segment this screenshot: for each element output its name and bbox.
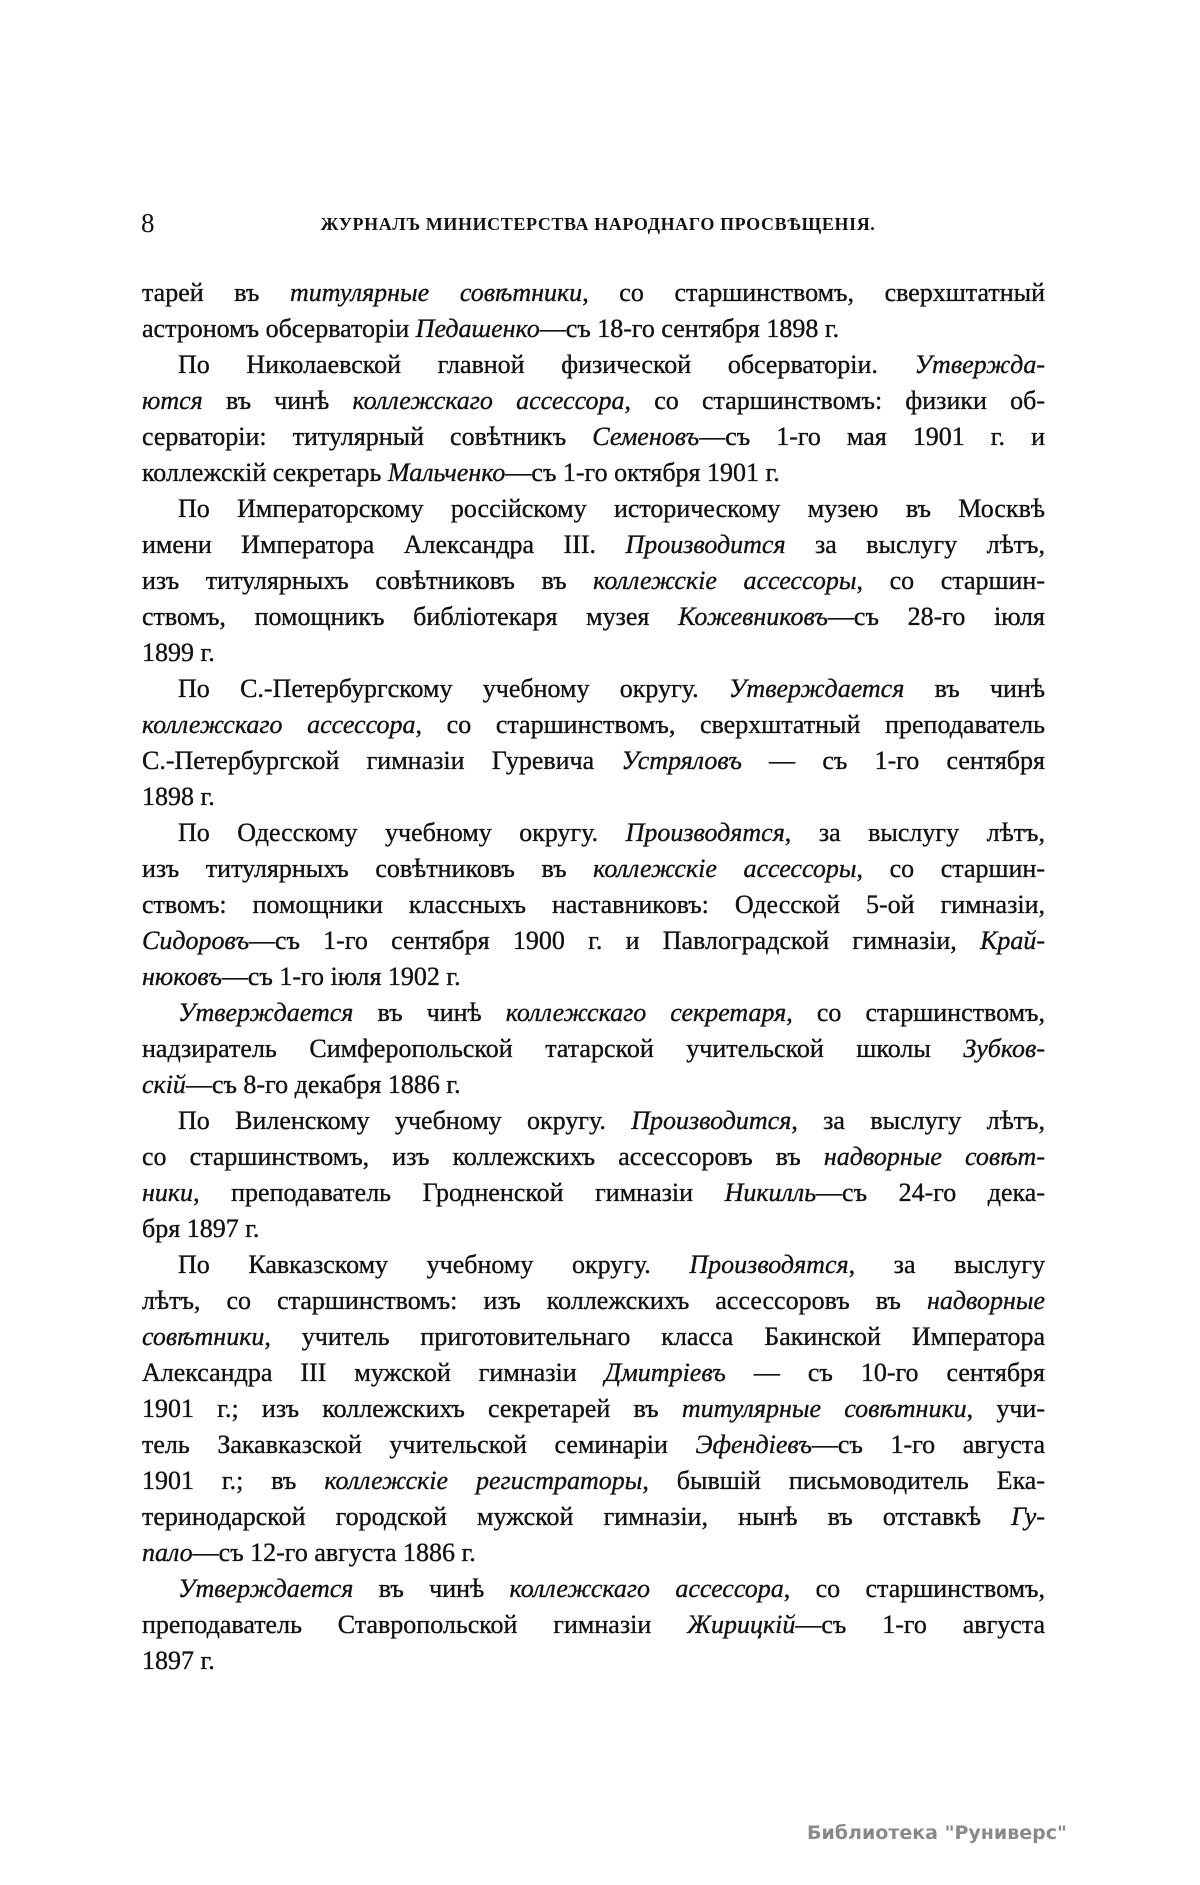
paragraph [142,1103,1045,1247]
text-line [142,491,1045,527]
text-run: , со старшинствомъ: физики об- [624,386,1045,415]
text-line [142,1139,1045,1175]
text-run: —съ 12-го августа 1886 г. [192,1538,476,1567]
italic-text: титулярные совѣтники [289,278,583,307]
italic-text: ются [142,386,203,415]
italic-text: нюковъ [142,962,222,991]
text-run: , за выслугу [848,1250,1045,1279]
text-run: въ чинѣ [353,998,506,1027]
italic-text: Кожевниковъ [678,602,828,631]
text-run: По Виленскому учебному округу. [178,1106,632,1135]
italic-text: Мальченко [387,458,506,487]
page-number: 8 [141,208,155,238]
text-run: —съ 1-го августа [811,1430,1045,1459]
text-line [142,1643,1045,1679]
text-run: имени Императора Александра III. [142,530,626,559]
italic-text: Гу- [1011,1502,1045,1531]
text-line [142,1391,1045,1427]
text-line [142,419,1045,455]
text-run: По Императорскому россійскому историческому музею въ Москвѣ [178,494,1045,523]
text-run: 1901 г.; изъ коллежскихъ секретарей въ [142,1394,682,1423]
text-line [142,1535,1045,1571]
text-run: ствомъ, помощникъ библіотекаря музея [142,602,679,631]
text-run: тарей въ [142,278,290,307]
italic-text: Край- [980,926,1045,955]
text-run: По Одесскому учебному округу. [178,818,626,847]
text-run: бря 1897 г. [142,1214,260,1243]
italic-text: коллежскаго секретаря [505,998,787,1027]
text-run: тель Закавказской учительской семинаріи [142,1430,696,1459]
text-line [142,1175,1045,1211]
italic-text: Утверждается [728,674,905,703]
italic-text: коллежскаго ассессора [352,386,625,415]
text-line [142,1211,1045,1247]
text-run: , за выслугу лѣтъ, [784,818,1045,847]
text-run: 1898 г. [142,782,215,811]
italic-text: Дмитріевъ [604,1358,726,1387]
italic-text: Производятся [689,1250,849,1279]
italic-text: Производится [631,1106,792,1135]
text-run: —съ 1-го августа [795,1610,1045,1639]
text-line [142,347,1045,383]
text-line [142,1463,1045,1499]
text-run: 1899 г. [142,638,215,667]
text-run: —съ 1-го сентября 1900 г. и Павлоградской гимназіи, [248,926,981,955]
italic-text: Эфендіевъ [695,1430,812,1459]
italic-text: титулярные совѣтники [681,1394,967,1423]
text-line [142,851,1045,887]
text-run: По С.-Петербургскому учебному округу. [178,674,729,703]
text-line [142,1247,1045,1283]
text-run: , со старшинствомъ, [783,1574,1045,1603]
text-line [142,1319,1045,1355]
paragraph [142,815,1045,995]
italic-text: Устряловъ [621,746,742,775]
text-run: надзиратель Симферопольской татарской учительской школы [142,1034,964,1063]
text-run: —съ 1-го октября 1901 г. [505,458,780,487]
paragraph [142,995,1045,1103]
text-run: —съ 24-го дека- [816,1178,1045,1207]
italic-text: коллежскаго ассессора [142,710,416,739]
italic-text: пало [142,1538,193,1567]
text-run: С.-Петербургской гимназіи Гуревича [142,746,622,775]
text-run: — съ 10-го сентября [725,1358,1046,1387]
text-run: за выслугу лѣтъ, [785,530,1045,559]
text-run: , со старшинствомъ, сверхштатный преподаватель [415,710,1046,739]
italic-text: Производится [625,530,786,559]
text-run: , преподаватель Гродненской гимназіи [193,1178,725,1207]
text-line [142,887,1045,923]
text-run: преподаватель Ставропольской гимназіи [142,1610,688,1639]
italic-text: скій [142,1070,186,1099]
text-run: астрономъ обсерваторіи [142,314,416,343]
text-run: , бывшій письмоводитель Ека- [642,1466,1046,1495]
text-line [142,1355,1045,1391]
text-run: —съ 1-го іюля 1902 г. [221,962,461,991]
text-run: изъ титулярныхъ совѣтниковъ въ [142,566,594,595]
text-run: коллежскій секретарь [142,458,388,487]
paragraph [142,671,1045,815]
text-line [142,1103,1045,1139]
text-line [142,455,1045,491]
text-run: —съ 1-го мая 1901 г. и [699,422,1045,451]
italic-text: коллежскіе регистраторы [324,1466,643,1495]
text-line [142,275,1045,311]
text-run: , со старшин- [856,566,1045,595]
italic-text: ники [142,1178,194,1207]
text-line [142,779,1045,815]
text-line [142,1571,1045,1607]
text-line [142,563,1045,599]
italic-text: Педашенко [415,314,540,343]
text-line [142,671,1045,707]
text-run: въ чинѣ [904,674,1045,703]
text-line [142,383,1045,419]
italic-text: Утверждается [178,998,354,1027]
text-line [142,1283,1045,1319]
text-run: 1901 г.; въ [142,1466,325,1495]
text-run: въ чинѣ [353,1574,510,1603]
italic-text: Жирицкій [687,1610,796,1639]
text-run: въ чинѣ [202,386,353,415]
text-line [142,1067,1045,1103]
body-text [142,275,1045,1679]
text-line [142,1499,1045,1535]
text-line [142,1031,1045,1067]
text-line [142,1607,1045,1643]
text-line [142,635,1045,671]
text-run: изъ титулярныхъ совѣтниковъ въ [142,854,594,883]
paragraph [142,491,1045,671]
italic-text: надворные совѣт- [823,1142,1045,1171]
text-run: лѣтъ, со старшинствомъ: изъ коллежскихъ ассессоровъ въ [142,1286,927,1315]
text-run: Александра III мужской гимназіи [142,1358,605,1387]
text-run: —съ 18-го сентября 1898 г. [539,314,840,343]
italic-text: Сидоровъ [142,926,249,955]
italic-text: Утверждается [178,1574,354,1603]
italic-text: Производятся [625,818,785,847]
paragraph [142,347,1045,491]
text-line [142,923,1045,959]
italic-text: совѣтники [142,1322,265,1351]
text-run: — съ 1-го сентября [741,746,1045,775]
text-line [142,815,1045,851]
italic-text: коллежскаго ассессора [509,1574,784,1603]
text-run: серваторіи: титулярный совѣтникъ [142,422,593,451]
library-watermark: Библиотека "Руниверс" [807,1822,1067,1844]
italic-text: Семеновъ [592,422,700,451]
text-line [142,959,1045,995]
text-line [142,995,1045,1031]
italic-text: Утвержда- [914,350,1045,379]
text-run: —съ 8-го декабря 1886 г. [185,1070,461,1099]
text-run: со старшинствомъ, изъ коллежскихъ ассессоровъ въ [142,1142,824,1171]
running-head: ЖУРНАЛЪ МИНИСТЕРСТВА НАРОДНАГО ПРОСВѢЩЕНІЯ. [320,214,876,234]
paragraph [142,275,1045,347]
text-run: , со старшин- [856,854,1045,883]
text-line [142,599,1045,635]
text-run: По Кавказскому учебному округу. [178,1250,690,1279]
text-run: 1897 г. [142,1646,215,1675]
text-run: , учитель приготовительнаго класса Бакинской Императора [264,1322,1045,1351]
text-line [142,707,1045,743]
italic-text: коллежскіе ассессоры [593,566,857,595]
italic-text: Зубков- [963,1034,1045,1063]
text-run: , со старшинствомъ, сверхштатный [582,278,1046,307]
text-run: —съ 28-го іюля [827,602,1045,631]
text-run: , со старшинствомъ, [786,998,1045,1027]
text-line [142,743,1045,779]
text-run: , учи- [966,1394,1045,1423]
text-run: , за выслугу лѣтъ, [791,1106,1045,1135]
paragraph [142,1571,1045,1679]
italic-text: коллежскіе ассессоры [593,854,857,883]
text-run: ствомъ: помощники классныхъ наставниковъ: Одесской 5-ой гимназіи, [142,890,1045,919]
text-line [142,311,1045,347]
text-run: По Николаевской главной физической обсерваторіи. [178,350,915,379]
text-run: теринодарской городской мужской гимназіи, нынѣ въ отставкѣ [142,1502,1012,1531]
paragraph [142,1247,1045,1571]
text-line [142,1427,1045,1463]
italic-text: надворные [926,1286,1045,1315]
italic-text: Никилль [724,1178,817,1207]
text-line [142,527,1045,563]
